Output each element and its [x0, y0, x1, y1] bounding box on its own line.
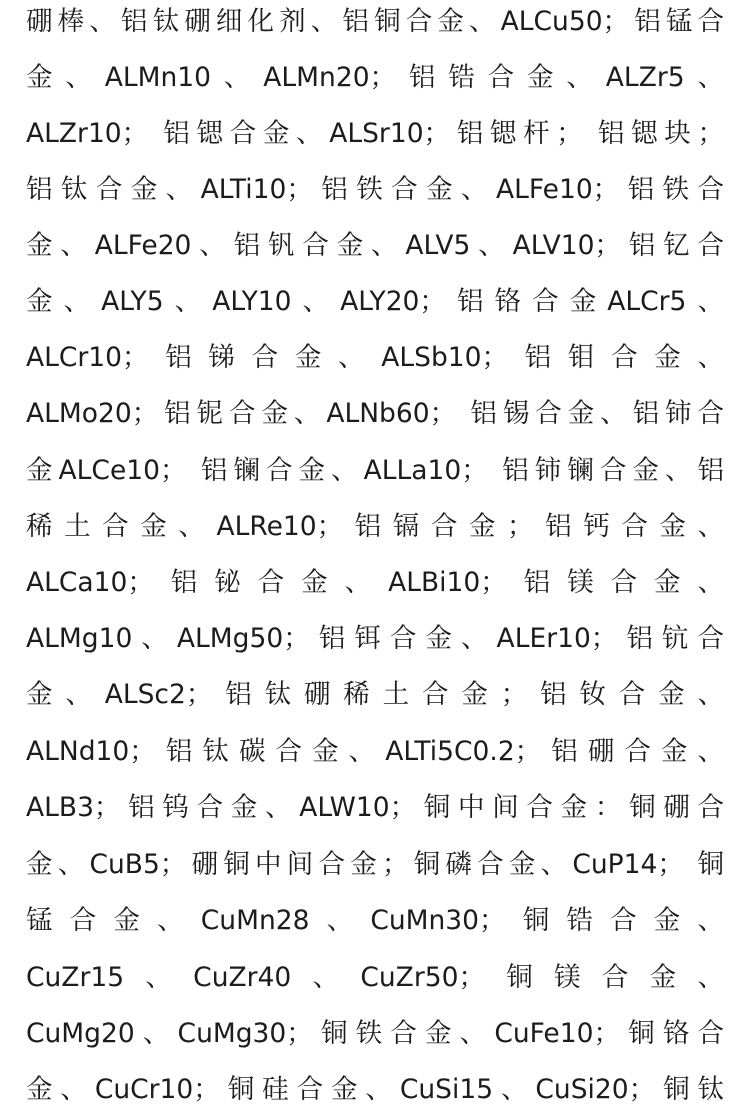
text-line: 金、ALY5、ALY10、ALY20；铝铬合金ALCr5、 [26, 286, 724, 317]
text-line: ALNd10；铝钛碳合金、ALTi5C0.2；铝硼合金、 [26, 736, 724, 767]
text-line: 金、CuCr10；铜硅合金、CuSi15、CuSi20；铜钛 [26, 1074, 724, 1105]
text-line: 稀土合金、ALRe10；铝镉合金；铝钙合金、 [26, 511, 724, 542]
text-line: ALCa10；铝铋合金、ALBi10；铝镁合金、 [26, 567, 724, 598]
text-line: 铝钛合金、ALTi10；铝铁合金、ALFe10；铝铁合 [26, 174, 724, 205]
text-line: ALMo20；铝铌合金、ALNb60； 铝锡合金、铝铈合 [26, 398, 724, 429]
document-body [26, 0, 724, 1105]
text-line: ALB3；铝钨合金、ALW10；铜中间合金：铜硼合 [26, 792, 724, 823]
text-line: ALZr10； 铝锶合金、ALSr10；铝锶杆； 铝锶块； [26, 118, 724, 149]
text-line: 硼棒、铝钛硼细化剂、铝铜合金、ALCu50；铝锰合 [26, 6, 724, 37]
text-line: 金、ALFe20、铝钒合金、ALV5、ALV10；铝钇合 [26, 230, 724, 261]
text-line: 金、ALMn10、ALMn20；铝锆合金、ALZr5、 [26, 62, 724, 93]
text-line: 金、CuB5；硼铜中间合金；铜磷合金、CuP14； 铜 [26, 849, 724, 880]
text-line: ALMg10、ALMg50；铝铒合金、ALEr10；铝钪合 [26, 623, 724, 654]
text-line: 金、ALSc2；铝钛硼稀土合金；铝钕合金、 [26, 679, 724, 710]
text-line: CuMg20、CuMg30；铜铁合金、CuFe10；铜铬合 [26, 1018, 724, 1049]
text-line: CuZr15、CuZr40、CuZr50；铜镁合金、 [26, 962, 724, 993]
text-line: 金ALCe10； 铝镧合金、ALLa10； 铝铈镧合金、铝 [26, 455, 724, 486]
text-line: ALCr10；铝锑合金、ALSb10；铝钼合金、 [26, 342, 724, 373]
text-line: 锰合金、CuMn28、CuMn30；铜锆合金、 [26, 905, 724, 936]
